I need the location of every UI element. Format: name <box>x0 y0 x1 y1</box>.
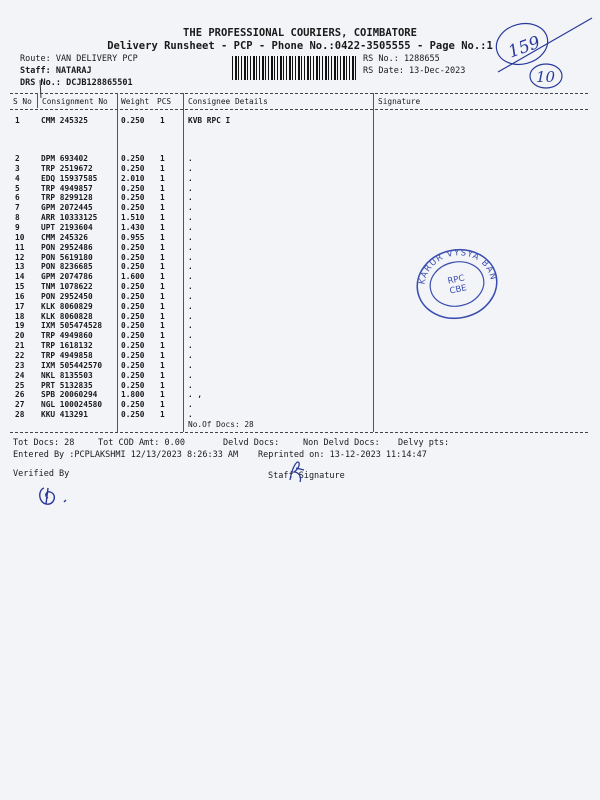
drs-label: DRS No.: <box>20 78 61 88</box>
staff-signature-mark <box>286 458 308 484</box>
bank-stamp <box>410 244 505 324</box>
row-consignment-no: PRT 5132835 <box>41 380 93 390</box>
table-row <box>0 312 600 322</box>
row-pcs: 1 <box>160 154 165 163</box>
row-consignment-no: PON 5619180 <box>41 252 93 262</box>
row-weight: 0.250 <box>121 163 145 173</box>
row-consignee-details: . <box>188 213 193 223</box>
row-sno: 9 <box>15 222 20 232</box>
col-header-weight: Weight <box>121 97 150 106</box>
no-of-docs: No.Of Docs: 28 <box>188 420 254 429</box>
row-sno: 20 <box>15 331 25 341</box>
row-consignment-no: GPM 2072445 <box>41 203 93 213</box>
table-row <box>0 193 600 203</box>
row-pcs: 1 <box>160 163 165 173</box>
row-weight: 0.250 <box>121 301 145 311</box>
row-sno: 6 <box>15 193 20 203</box>
row-consignee-details: . <box>188 410 193 420</box>
row-weight: 0.250 <box>121 242 145 252</box>
table-row <box>0 410 600 420</box>
row-sno: 13 <box>15 262 25 272</box>
drs-value: DCJB128865501 <box>66 78 133 88</box>
table-row <box>0 213 600 223</box>
row-consignee-details: . <box>188 262 193 272</box>
row-weight: 0.250 <box>121 380 145 390</box>
row-weight: 0.250 <box>121 331 145 341</box>
row-sno: 2 <box>15 154 20 163</box>
row-consignee-details: . <box>188 232 193 242</box>
row-pcs: 1 <box>160 116 165 125</box>
row-sno: 28 <box>15 410 25 420</box>
delvy-pts: Delvy pts: <box>398 438 450 448</box>
verified-by-label: Verified By <box>13 469 70 479</box>
row-sno: 4 <box>15 173 20 183</box>
table-row <box>0 292 600 302</box>
row-pcs: 1 <box>160 351 165 360</box>
row-sno: 3 <box>15 163 20 173</box>
stamp-inner-line2: CBE <box>448 283 468 297</box>
row-weight: 0.250 <box>121 193 145 203</box>
stamp-inner-line1: RPC <box>446 273 466 287</box>
row-consignment-no: IXM 505442570 <box>41 360 103 370</box>
rs-date: RS Date: 13-Dec-2023 <box>363 66 466 76</box>
row-consignee-details: . <box>188 360 193 370</box>
row-consignee-details: . <box>188 163 193 173</box>
row-weight: 0.955 <box>121 232 145 242</box>
row-sno: 15 <box>15 282 25 292</box>
staff-label: Staff: NATARAJ <box>20 66 92 76</box>
row-consignment-no: GPM 2074786 <box>41 272 93 282</box>
row-weight: 0.250 <box>121 203 145 213</box>
row-sno: 21 <box>15 341 25 351</box>
col-header-pcs: PCS <box>157 97 172 106</box>
row-consignee-details: . <box>188 203 193 213</box>
row-pcs: 1 <box>160 370 165 380</box>
handwritten-number-top: 159 <box>505 32 543 63</box>
row-consignee-details: . <box>188 282 193 292</box>
table-row <box>0 174 600 184</box>
stamp-outer-text: KARUR VYSYA BANK <box>417 248 499 286</box>
table-row <box>0 351 600 361</box>
table-row <box>0 400 600 410</box>
row-sno: 27 <box>15 400 25 410</box>
row-weight: 1.800 <box>121 390 145 400</box>
route-label: Route: VAN DELIVERY PCP <box>20 54 138 64</box>
row-consignment-no: UPT 2193604 <box>41 222 93 232</box>
row-pcs: 1 <box>160 183 165 193</box>
row-consignment-no: NKL 8135503 <box>41 370 93 380</box>
table-row <box>0 302 600 312</box>
row-weight: 0.250 <box>121 252 145 262</box>
table-row <box>0 154 600 164</box>
row-consignment-no: TNM 1078622 <box>41 282 93 292</box>
table-row <box>0 282 600 292</box>
row-pcs: 1 <box>160 321 165 331</box>
row-pcs: 1 <box>160 311 165 321</box>
row-sno: 24 <box>15 370 25 380</box>
row-consignment-no: PON 8236685 <box>41 262 93 272</box>
row-weight: 0.250 <box>121 282 145 292</box>
row-weight: 1.430 <box>121 222 145 232</box>
row-consignment-no: TRP 8299128 <box>41 193 93 203</box>
row-sno: 25 <box>15 380 25 390</box>
row-weight: 0.250 <box>121 400 145 410</box>
table-row <box>0 243 600 253</box>
table-row <box>0 262 600 272</box>
col-header-sno: S No <box>13 97 32 106</box>
col-header-consignment: Consignment No <box>42 97 108 106</box>
row-pcs: 1 <box>160 193 165 203</box>
row-consignee-details: . <box>188 380 193 390</box>
delvd-docs: Delvd Docs: <box>223 438 280 448</box>
row-consignment-no: CMM 245326 <box>41 232 88 242</box>
row-pcs: 1 <box>160 262 165 272</box>
row-pcs: 1 <box>160 390 165 400</box>
row-sno: 18 <box>15 311 25 321</box>
row-sno: 8 <box>15 213 20 223</box>
row-consignment-no: TRP 4949857 <box>41 183 93 193</box>
barcode <box>232 56 357 80</box>
table-row <box>0 272 600 282</box>
row-sno: 22 <box>15 351 25 360</box>
table-row <box>0 184 600 194</box>
table-row <box>0 341 600 351</box>
row-consignment-no: PON 2952486 <box>41 242 93 252</box>
table-row <box>0 164 600 174</box>
row-sno: 7 <box>15 203 20 213</box>
row-consignee-details: . <box>188 193 193 203</box>
row-consignee-details: . <box>188 311 193 321</box>
row-sno: 19 <box>15 321 25 331</box>
non-delvd-docs: Non Delvd Docs: <box>303 438 380 448</box>
row-pcs: 1 <box>160 232 165 242</box>
row-consignment-no: PON 2952450 <box>41 291 93 301</box>
row-pcs: 1 <box>160 252 165 262</box>
staff-signature-label: Staff Signature <box>268 471 345 481</box>
row-pcs: 1 <box>160 222 165 232</box>
row-sno: 17 <box>15 301 25 311</box>
row-pcs: 1 <box>160 410 165 420</box>
handwritten-annotation <box>480 10 595 100</box>
row-weight: 0.250 <box>121 183 145 193</box>
row-sno: 10 <box>15 232 25 242</box>
row-weight: 0.250 <box>121 370 145 380</box>
row-consignment-no: TRP 1618132 <box>41 341 93 351</box>
row-pcs: 1 <box>160 242 165 252</box>
row-consignment-no: KKU 413291 <box>41 410 88 420</box>
row-consignee-details: KVB RPC I <box>188 116 231 125</box>
row-sno: 26 <box>15 390 25 400</box>
col-header-signature: Signature <box>378 97 421 106</box>
row-pcs: 1 <box>160 380 165 390</box>
row-pcs: 1 <box>160 272 165 282</box>
row-consignee-details: . <box>188 173 193 183</box>
table-row <box>0 203 600 213</box>
row-consignment-no: EDQ 15937585 <box>41 173 98 183</box>
row-consignment-no: CMM 245325 <box>41 116 88 125</box>
row-weight: 0.250 <box>121 311 145 321</box>
table-row <box>0 381 600 391</box>
row-consignment-no: ARR 10333125 <box>41 213 98 223</box>
table-row <box>0 253 600 263</box>
row-pcs: 1 <box>160 173 165 183</box>
row-sno: 11 <box>15 242 25 252</box>
row-consignee-details: . <box>188 400 193 410</box>
company-title: THE PROFESSIONAL COURIERS, COIMBATORE <box>183 27 417 39</box>
row-weight: 0.250 <box>121 262 145 272</box>
row-weight: 0.250 <box>121 291 145 301</box>
table-row <box>0 361 600 371</box>
row-pcs: 1 <box>160 203 165 213</box>
row-consignee-details: . <box>188 154 193 163</box>
row-consignee-details: . <box>188 242 193 252</box>
row-sno: 14 <box>15 272 25 282</box>
row-weight: 1.510 <box>121 213 145 223</box>
row-consignment-no: TRP 2519672 <box>41 163 93 173</box>
entered-by: Entered By :PCPLAKSHMI 12/13/2023 8:26:33 AM <box>13 450 239 460</box>
pen-tick-mark <box>36 78 46 100</box>
row-pcs: 1 <box>160 282 165 292</box>
row-weight: 0.250 <box>121 410 145 420</box>
row-consignee-details: . <box>188 291 193 301</box>
row-consignee-details: . <box>188 331 193 341</box>
table-row <box>0 223 600 233</box>
row-sno: 1 <box>15 116 20 125</box>
row-weight: 1.600 <box>121 272 145 282</box>
row-consignment-no: KLK 8060829 <box>41 301 93 311</box>
table-row <box>0 233 600 243</box>
row-consignee-details: . <box>188 370 193 380</box>
row-consignee-details: . <box>188 183 193 193</box>
row-consignment-no: SPB 20060294 <box>41 390 98 400</box>
row-consignee-details: . <box>188 321 193 331</box>
row-consignee-details: . <box>188 252 193 262</box>
row-consignment-no: KLK 8060828 <box>41 311 93 321</box>
table-row <box>0 331 600 341</box>
tot-docs: Tot Docs: 28 <box>13 438 75 448</box>
row-consignee-details: . <box>188 351 193 360</box>
table-row <box>0 390 600 400</box>
row-consignment-no: DPM 693402 <box>41 154 88 163</box>
row-pcs: 1 <box>160 331 165 341</box>
row-weight: 0.250 <box>121 351 145 360</box>
runsheet-subtitle: Delivery Runsheet - PCP - Phone No.:0422-3505555 - Page No.:1 <box>107 40 493 52</box>
row-pcs: 1 <box>160 341 165 351</box>
row-weight: 0.250 <box>121 341 145 351</box>
rs-number: RS No.: 1288655 <box>363 54 440 64</box>
table-row <box>0 371 600 381</box>
col-header-consignee: Consignee Details <box>188 97 268 106</box>
row-consignee-details: . , <box>188 390 203 400</box>
row-weight: 0.250 <box>121 116 145 125</box>
row-sno: 23 <box>15 360 25 370</box>
table-header-rule <box>10 109 588 110</box>
row-weight: 0.250 <box>121 360 145 370</box>
reprinted-on: Reprinted on: 13-12-2023 11:14:47 <box>258 450 427 460</box>
row-consignment-no: TRP 4949858 <box>41 351 93 360</box>
row-consignee-details: . <box>188 272 193 282</box>
row-consignment-no: NGL 100024580 <box>41 400 103 410</box>
row-pcs: 1 <box>160 400 165 410</box>
row-sno: 5 <box>15 183 20 193</box>
handwritten-number-bottom: 10 <box>536 68 556 86</box>
row-sno: 12 <box>15 252 25 262</box>
row-consignee-details: . <box>188 222 193 232</box>
row-pcs: 1 <box>160 291 165 301</box>
row-weight: 0.250 <box>121 321 145 331</box>
row-pcs: 1 <box>160 213 165 223</box>
table-bottom-rule <box>10 432 588 433</box>
row-pcs: 1 <box>160 301 165 311</box>
row-consignment-no: TRP 4949860 <box>41 331 93 341</box>
row-weight: 0.250 <box>121 154 145 163</box>
row-consignee-details: . <box>188 341 193 351</box>
row-consignment-no: IXM 505474528 <box>41 321 103 331</box>
tot-cod-amt: Tot COD Amt: 0.00 <box>98 438 185 448</box>
row-consignee-details: . <box>188 301 193 311</box>
table-row <box>0 116 600 126</box>
table-row <box>0 321 600 331</box>
row-weight: 2.010 <box>121 173 145 183</box>
row-sno: 16 <box>15 291 25 301</box>
verified-signature <box>36 484 80 508</box>
row-pcs: 1 <box>160 360 165 370</box>
